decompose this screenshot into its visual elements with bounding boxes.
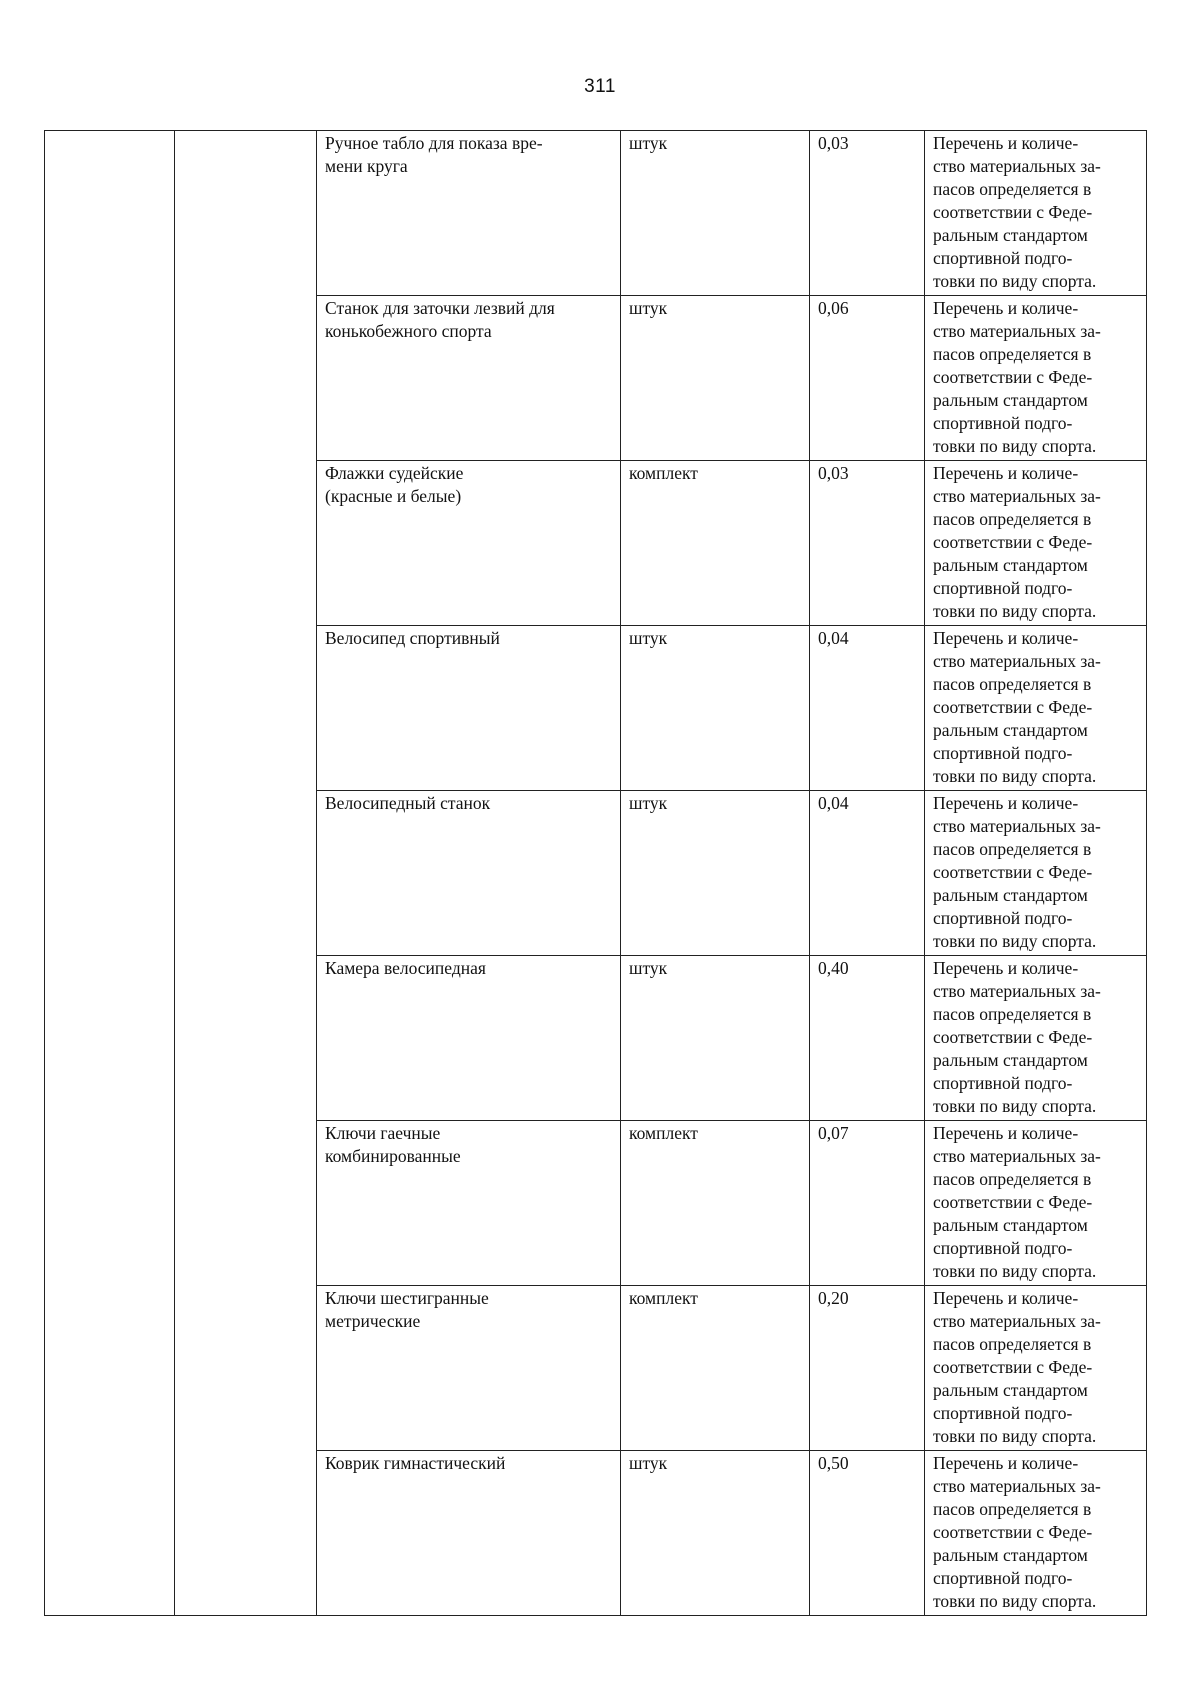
item-unit: штук (629, 628, 668, 648)
item-unit: комплект (629, 1123, 698, 1143)
item-unit: штук (629, 793, 668, 813)
item-quantity: 0,50 (818, 1453, 849, 1473)
item-note: Перечень и количе- ство материальных за- пасов определяется в соответствии с Феде- ральным стандартом спортивной подго- товки по виду спорта. (933, 958, 1101, 1116)
item-quantity: 0,06 (818, 298, 849, 318)
item-unit: штук (629, 298, 668, 318)
item-name: Станок для заточки лезвий для конькобежного спорта (325, 298, 555, 341)
item-quantity: 0,07 (818, 1123, 849, 1143)
item-unit: комплект (629, 1288, 698, 1308)
item-unit: штук (629, 1453, 668, 1473)
item-name: Камера велосипедная (325, 958, 486, 978)
item-note: Перечень и количе- ство материальных за- пасов определяется в соответствии с Феде- ральным стандартом спортивной подго- товки по виду спорта. (933, 133, 1101, 291)
item-unit: штук (629, 958, 668, 978)
item-name: Коврик гимнастический (325, 1453, 506, 1473)
item-name: Ключи гаечные комбинированные (325, 1123, 461, 1166)
table-row (45, 131, 1147, 296)
merged-empty-cell-b (175, 131, 317, 1616)
item-quantity: 0,40 (818, 958, 849, 978)
item-note: Перечень и количе- ство материальных за- пасов определяется в соответствии с Феде- ральным стандартом спортивной подго- товки по виду спорта. (933, 628, 1101, 786)
merged-empty-cell-a (45, 131, 175, 1616)
item-name: Велосипедный станок (325, 793, 491, 813)
item-note: Перечень и количе- ство материальных за- пасов определяется в соответствии с Феде- ральным стандартом спортивной подго- товки по виду спорта. (933, 298, 1101, 456)
item-name: Ключи шестигранные метрические (325, 1288, 489, 1331)
item-note: Перечень и количе- ство материальных за- пасов определяется в соответствии с Феде- ральным стандартом спортивной подго- товки по виду спорта. (933, 793, 1101, 951)
item-note: Перечень и количе- ство материальных за- пасов определяется в соответствии с Феде- ральным стандартом спортивной подго- товки по виду спорта. (933, 1123, 1101, 1281)
item-name: Флажки судейские (красные и белые) (325, 463, 464, 506)
item-quantity: 0,04 (818, 628, 849, 648)
item-name: Ручное табло для показа вре- мени круга (325, 133, 543, 176)
table-body (45, 131, 1147, 1616)
item-quantity: 0,04 (818, 793, 849, 813)
item-quantity: 0,03 (818, 463, 849, 483)
item-unit: штук (629, 133, 668, 153)
item-quantity: 0,03 (818, 133, 849, 153)
equipment-table (44, 130, 1147, 1616)
item-note: Перечень и количе- ство материальных за- пасов определяется в соответствии с Феде- ральным стандартом спортивной подго- товки по виду спорта. (933, 1453, 1101, 1611)
item-quantity: 0,20 (818, 1288, 849, 1308)
item-note: Перечень и количе- ство материальных за- пасов определяется в соответствии с Феде- ральным стандартом спортивной подго- товки по виду спорта. (933, 1288, 1101, 1446)
page-number: 311 (584, 76, 616, 97)
item-name: Велосипед спортивный (325, 628, 500, 648)
item-unit: комплект (629, 463, 698, 483)
item-note: Перечень и количе- ство материальных за- пасов определяется в соответствии с Феде- ральным стандартом спортивной подго- товки по виду спорта. (933, 463, 1101, 621)
